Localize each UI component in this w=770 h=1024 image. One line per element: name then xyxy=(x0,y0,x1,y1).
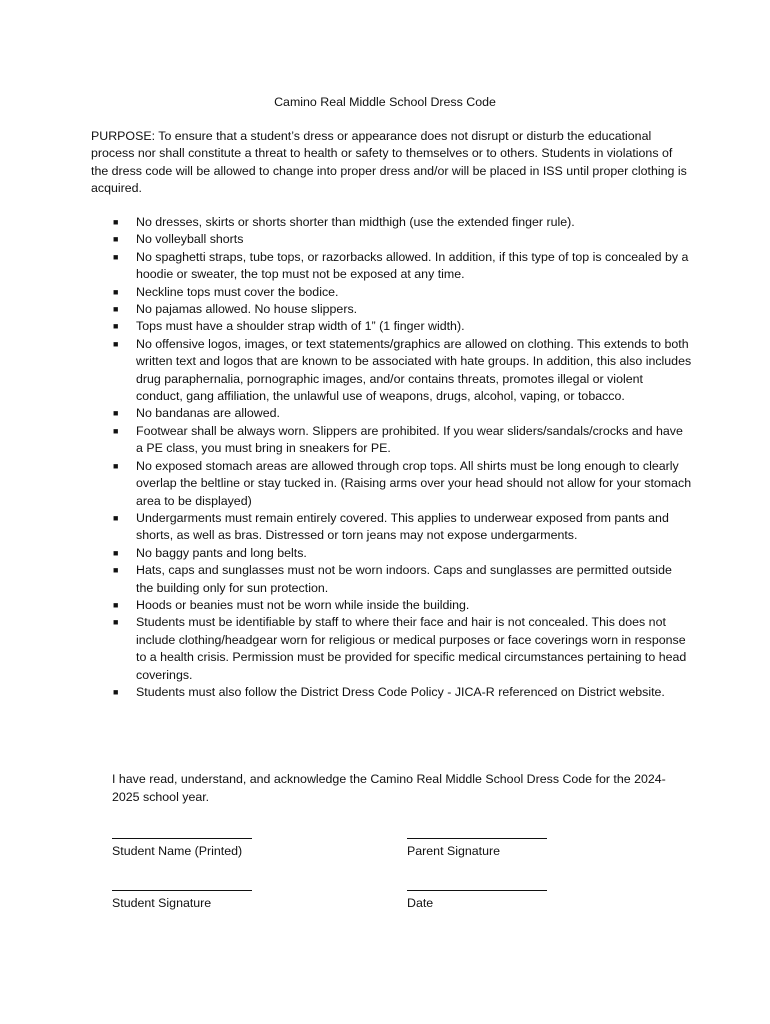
rule-item xyxy=(112,597,692,614)
bullet-icon: ■ xyxy=(113,304,119,315)
bullet-icon: ■ xyxy=(113,251,119,262)
student-signature-line xyxy=(112,880,252,891)
rule-text: No baggy pants and long belts. xyxy=(136,545,307,560)
document-title: Camino Real Middle School Dress Code xyxy=(274,95,496,109)
rule-text: Hoods or beanies must not be worn while inside the building. xyxy=(136,597,470,612)
rule-item xyxy=(112,405,692,422)
student-name-label: Student Name (Printed) xyxy=(112,844,243,858)
rule-item xyxy=(112,545,692,562)
bullet-icon: ■ xyxy=(113,217,119,227)
bullet-icon: ■ xyxy=(113,460,119,471)
bullet-icon: ■ xyxy=(113,686,119,697)
rule-text: No exposed stomach areas are allowed through crop tops. All shirts must be long enough to clearly overlap the beltline or stay tucked in. (Raising arms over your head should not allow for your stomach area to be displayed) xyxy=(136,458,692,508)
rule-item xyxy=(112,214,692,231)
rule-text: No volleyball shorts xyxy=(136,232,244,247)
bullet-icon: ■ xyxy=(113,547,119,558)
student-name-signature-block xyxy=(112,828,252,860)
rule-text: Students must be identifiable by staff to where their face and hair is not concealed. This does not include clothing/headgear worn for religious or medical purposes or face coverings worn in response to a health crisis. Permission must be provided for specific medical circumstances pertaining to head coverings. xyxy=(136,615,687,682)
bullet-icon: ■ xyxy=(113,234,119,245)
rule-item xyxy=(112,458,692,510)
bullet-icon: ■ xyxy=(113,321,119,332)
rule-text: Tops must have a shoulder strap width of 1” (1 finger width). xyxy=(136,319,465,334)
bullet-icon: ■ xyxy=(113,565,119,576)
rule-text: No spaghetti straps, tube tops, or razorbacks allowed. In addition, if this type of top is concealed by a hoodie or sweater, the top must not be exposed at any time. xyxy=(136,249,689,282)
parent-signature-line xyxy=(407,828,547,839)
bullet-icon: ■ xyxy=(113,408,119,419)
rule-text: No bandanas are allowed. xyxy=(136,406,280,421)
student-name-line xyxy=(112,828,252,839)
bullet-icon: ■ xyxy=(113,599,119,610)
bullet-icon: ■ xyxy=(113,286,119,297)
date-line xyxy=(407,880,547,891)
rule-item xyxy=(112,423,692,458)
purpose-paragraph: PURPOSE: To ensure that a student’s dress or appearance does not disrupt or disturb the educational process nor shall constitute a threat to health or safety to themselves or to others. Students in violations of the dress code will be allowed to change into proper dress and/or will be placed in ISS until proper clothing is acquired. xyxy=(91,129,687,196)
rule-text: Hats, caps and sunglasses must not be worn indoors. Caps and sunglasses are permitted outside the building only for sun protection. xyxy=(136,563,672,595)
student-signature-block xyxy=(112,880,252,912)
rule-item xyxy=(112,231,692,248)
parent-signature-block xyxy=(407,828,547,860)
rule-item xyxy=(112,614,692,684)
dress-code-rules-list xyxy=(112,214,692,701)
bullet-icon: ■ xyxy=(113,425,119,436)
bullet-icon: ■ xyxy=(113,617,119,628)
acknowledgement-statement: I have read, understand, and acknowledge the Camino Real Middle School Dress Code for the 2024-2025 school year. xyxy=(112,772,666,804)
rule-item xyxy=(112,301,692,318)
rule-item xyxy=(112,284,692,301)
rule-item xyxy=(112,249,692,284)
rule-item xyxy=(112,510,692,545)
rule-item xyxy=(112,336,692,406)
bullet-icon: ■ xyxy=(113,338,119,349)
rule-text: No dresses, skirts or shorts shorter than midthigh (use the extended finger rule). xyxy=(136,215,575,229)
student-signature-label: Student Signature xyxy=(112,896,212,910)
rule-text: Footwear shall be always worn. Slippers are prohibited. If you wear sliders/sandals/crocks and have a PE class, you must bring in sneakers for PE. xyxy=(136,423,683,456)
rule-text: No pajamas allowed. No house slippers. xyxy=(136,302,358,317)
rule-text: No offensive logos, images, or text statements/graphics are allowed on clothing. This extends to both written text and logos that are known to be associated with hate groups. In addition, this also includes drug paraphernalia, pornographic images, and/or contains threats, promotes illegal or violent conduct, gang affiliation, the unlawful use of weapons, drugs, alcohol, vaping, or tobacco. xyxy=(136,336,692,404)
rule-item xyxy=(112,562,692,597)
date-block xyxy=(407,880,547,912)
rule-item xyxy=(112,684,692,701)
rule-text: Neckline tops must cover the bodice. xyxy=(136,284,339,299)
rule-text: Undergarments must remain entirely covered. This applies to underwear exposed from pants and shorts, as well as bras. Distressed or torn jeans may not expose undergarments. xyxy=(136,510,669,543)
parent-signature-label: Parent Signature xyxy=(407,844,500,858)
rule-text: Students must also follow the District Dress Code Policy - JICA-R referenced on District website. xyxy=(136,684,665,699)
bullet-icon: ■ xyxy=(113,512,119,523)
date-label: Date xyxy=(407,896,434,910)
rule-item xyxy=(112,318,692,335)
